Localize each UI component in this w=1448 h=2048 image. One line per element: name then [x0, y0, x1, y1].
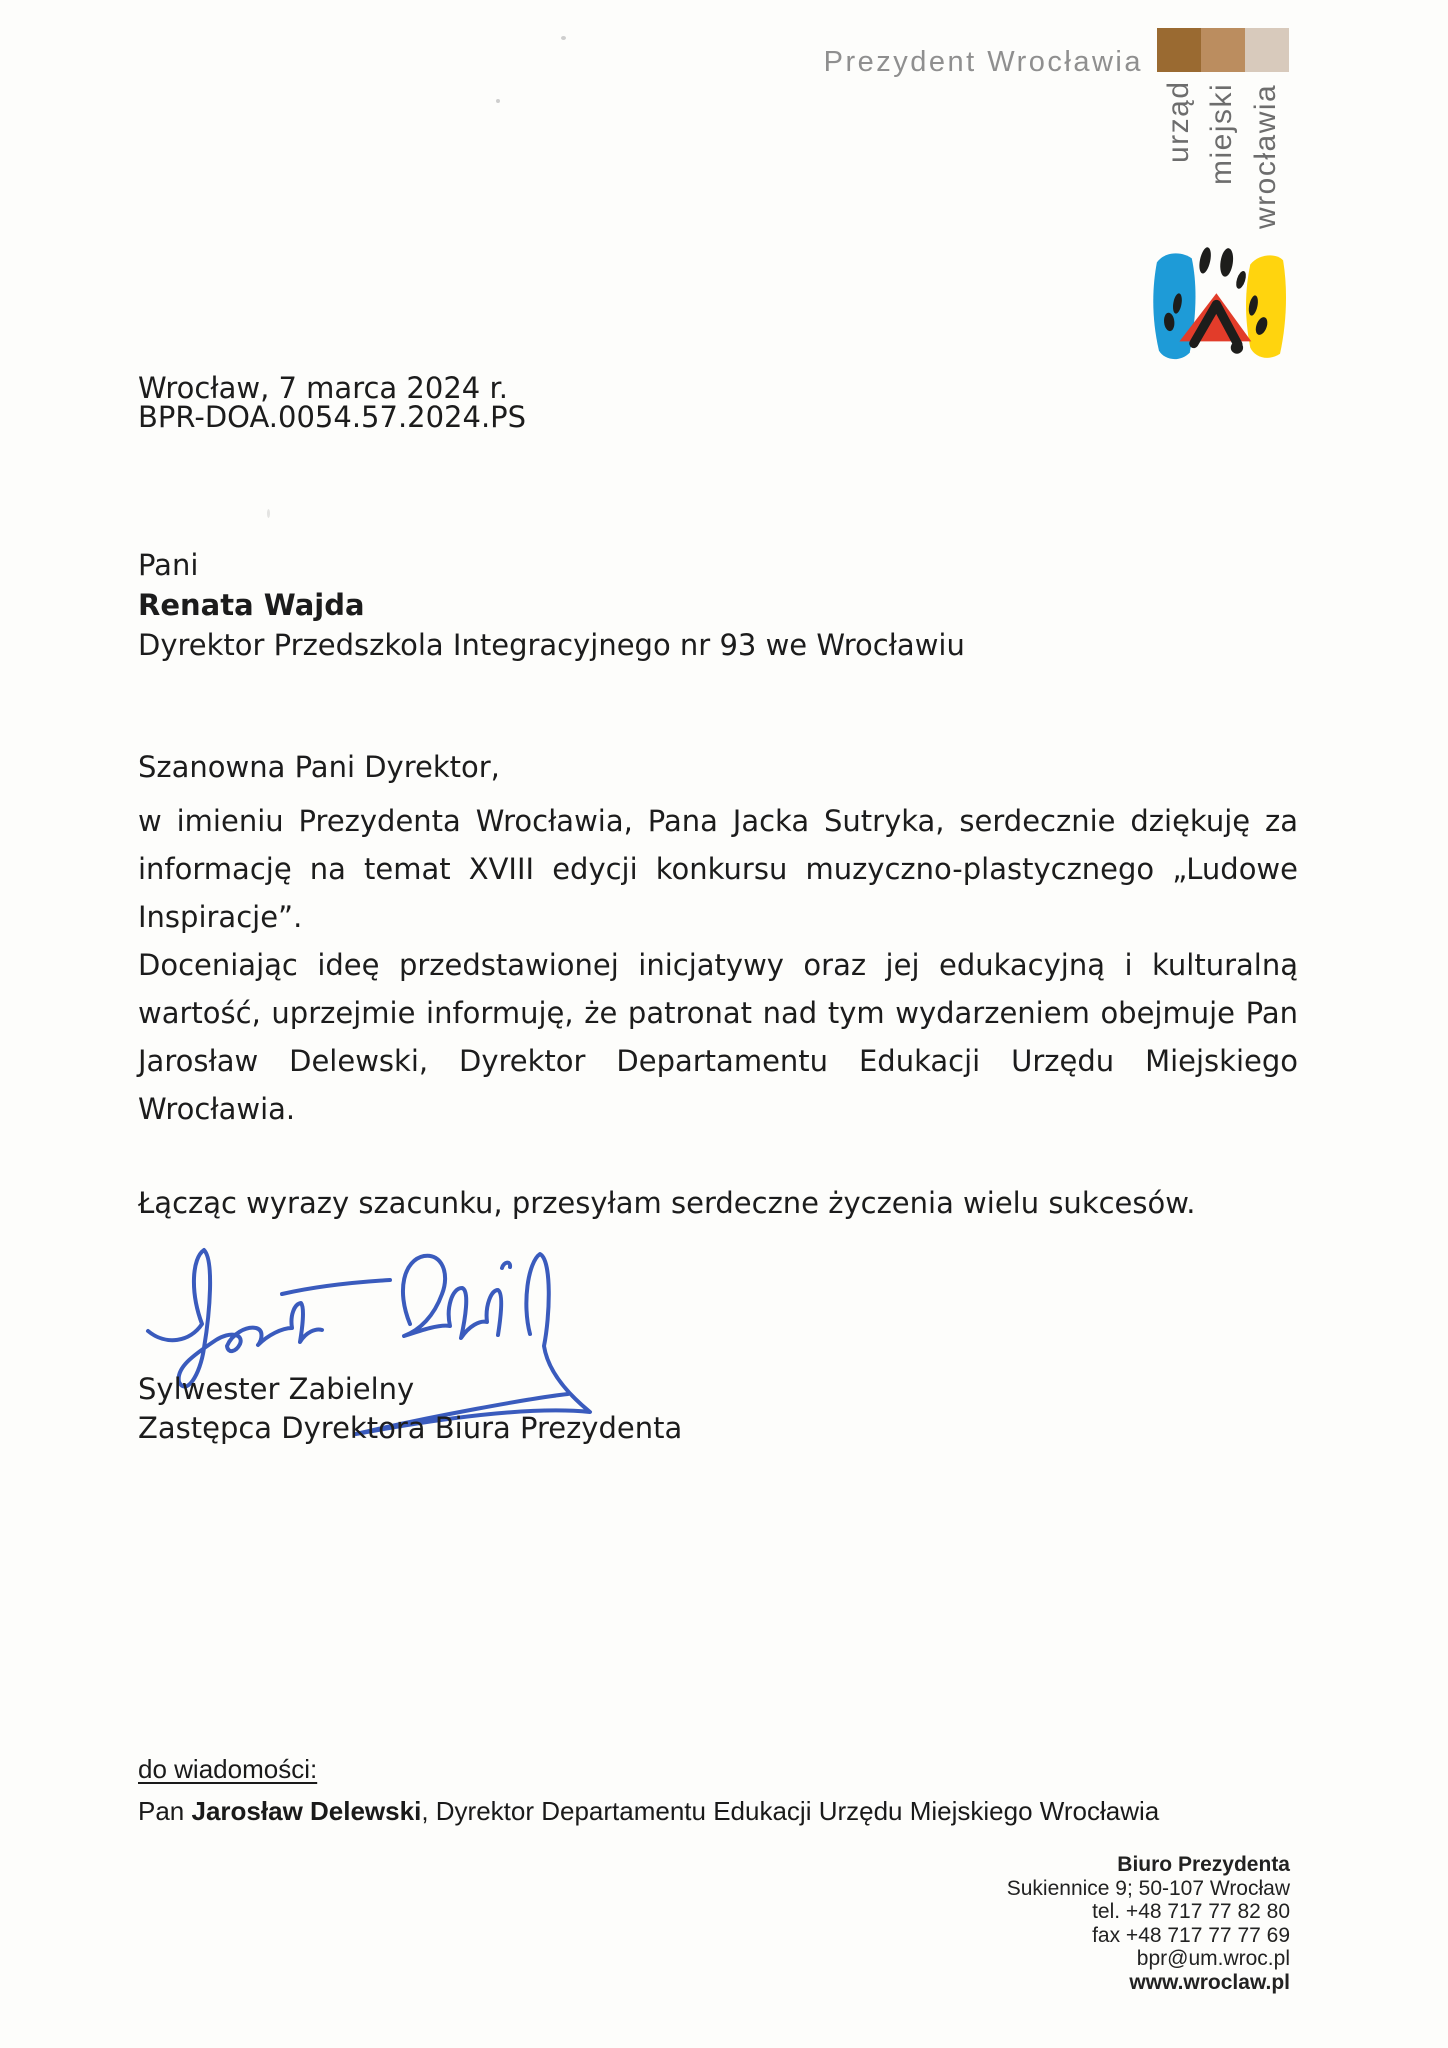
paragraph-2-line: Wrocławia. — [138, 1092, 296, 1126]
recipient-salutation: Pani — [138, 548, 199, 582]
scan-artifact — [561, 36, 566, 40]
footer-address: Sukiennice 9; 50-107 Wrocław — [1006, 1876, 1290, 1900]
paragraph-1 — [138, 797, 1298, 941]
brand-word-wroclawia: wrocławia — [1249, 83, 1282, 229]
city-brand-squares — [1157, 28, 1289, 72]
signer-title: Zastępca Dyrektora Biura Prezydenta — [138, 1411, 683, 1445]
footer-email: bpr@um.wroc.pl — [1136, 1947, 1290, 1970]
dateline-block — [138, 371, 527, 434]
signature-stroke — [502, 1263, 510, 1268]
scan-artifact — [496, 99, 500, 103]
cc-block — [138, 1754, 1159, 1827]
paragraph-2-line: Jarosław Delewski, Dyrektor Departamentu Edukacji Urzędu Miejskiego — [138, 1044, 1298, 1078]
brand-word-urzad: urząd — [1162, 80, 1195, 163]
footer-website: www.wroclaw.pl — [1129, 1970, 1290, 1994]
scan-artifact — [267, 509, 270, 518]
cc-label: do wiadomości: — [138, 1754, 318, 1784]
cc-suffix: , Dyrektor Departamentu Edukacji Urzędu Miejskiego Wrocławia — [421, 1796, 1160, 1826]
paragraph-1-line: informację na temat XVIII edycji konkursu muzyczno-plastycznego „Ludowe — [138, 852, 1298, 886]
place-and-date: Wrocław, 7 marca 2024 r. — [138, 371, 508, 405]
footer-office-name: Biuro Prezydenta — [1117, 1853, 1290, 1876]
cc-line — [138, 1796, 1159, 1827]
paragraph-1-line: Inspiracje”. — [138, 900, 303, 934]
signature-stroke — [403, 1256, 501, 1338]
cc-name: Jarosław Delewski — [191, 1796, 422, 1826]
recipient-block — [138, 545, 965, 665]
paragraph-2-line: Doceniając ideę przedstawionej inicjatywy oraz jej edukacyjną i kulturalną — [138, 948, 1298, 982]
wroclaw-w-emblem-icon — [1150, 246, 1290, 364]
signature-stroke — [148, 1250, 322, 1387]
paragraph-2-line: wartość, uprzejmie informuję, że patronat nad tym wydarzeniem obejmuje Pan — [138, 996, 1298, 1030]
brand-square-mid — [1201, 28, 1245, 72]
brand-square-dark — [1157, 28, 1201, 72]
footer-fax: fax +48 717 77 77 69 — [1092, 1923, 1290, 1947]
recipient-title: Dyrektor Przedszkola Integracyjnego nr 93 we Wrocławiu — [138, 628, 965, 662]
signature-stroke — [282, 1280, 390, 1294]
paragraph-2 — [138, 941, 1298, 1133]
paragraph-1-line: w imieniu Prezydenta Wrocławia, Pana Jacka Sutryka, serdecznie dziękuję za — [138, 804, 1298, 838]
signer-name: Sylwester Zabielny — [138, 1372, 415, 1406]
letterhead-title: Prezydent Wrocławia — [823, 46, 1143, 78]
reference-number: BPR-DOA.0054.57.2024.PS — [138, 400, 527, 434]
recipient-name: Renata Wajda — [138, 588, 365, 622]
cc-prefix: Pan — [138, 1796, 192, 1826]
footer-contact-block — [1007, 1853, 1290, 1994]
brand-word-miejski: miejski — [1205, 82, 1238, 185]
closing-line: Łącząc wyrazy szacunku, przesyłam serdeczne życzenia wielu sukcesów. — [138, 1186, 1196, 1220]
footer-phone: tel. +48 717 77 82 80 — [1092, 1900, 1290, 1923]
brand-square-light — [1245, 28, 1289, 72]
greeting-line: Szanowna Pani Dyrektor, — [138, 750, 500, 784]
signer-block — [138, 1370, 682, 1448]
